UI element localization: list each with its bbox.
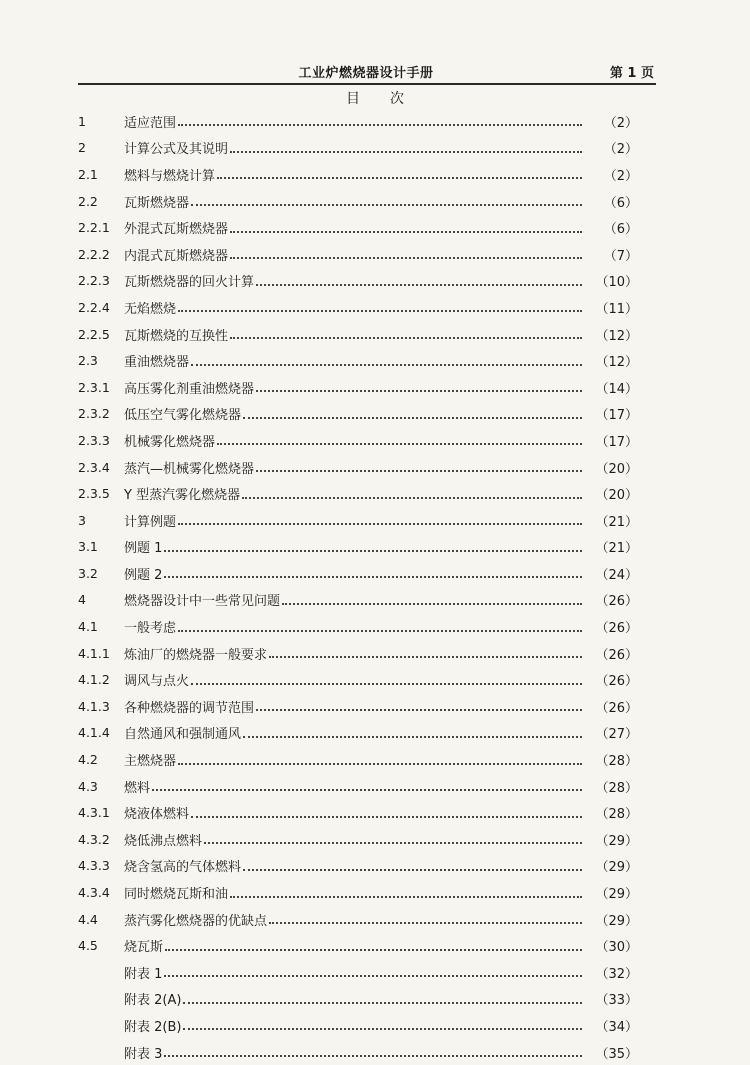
- toc-entry[interactable]: [78, 507, 638, 534]
- toc-entry-title: 计算例题: [124, 514, 177, 530]
- dot-leader: [256, 709, 582, 711]
- toc-entry-page: （20）: [595, 461, 638, 477]
- toc-entry[interactable]: [78, 773, 638, 800]
- toc-entry-page: （26）: [595, 674, 638, 690]
- dot-leader: [178, 523, 582, 525]
- dot-leader: [164, 576, 582, 578]
- toc-entry-title: 例题 1: [124, 541, 163, 557]
- toc-entry-page: （2）: [603, 142, 638, 158]
- toc-entry-page: （7）: [603, 248, 638, 264]
- toc-entry-title: 机械雾化燃烧器: [124, 434, 216, 450]
- toc-entry-title: 计算公式及其说明: [124, 142, 229, 158]
- toc-entry-title-wrap: [124, 378, 588, 397]
- toc-entry[interactable]: [78, 374, 638, 401]
- toc-entry-number: 2.3.2: [78, 406, 110, 422]
- page-header: [78, 62, 654, 82]
- toc-entry-title: 瓦斯燃烧器的回火计算: [124, 275, 255, 291]
- toc-entry-number: 4: [78, 592, 86, 608]
- toc-entry-page: （17）: [595, 434, 638, 450]
- toc-entry[interactable]: [78, 693, 638, 720]
- toc-entry-number: 4.2: [78, 752, 98, 768]
- toc-entry[interactable]: [78, 135, 638, 162]
- toc-entry-number: 4.1: [78, 619, 98, 635]
- toc-entry-title-wrap: [124, 963, 588, 982]
- toc-entry-title: 蒸汽—机械雾化燃烧器: [124, 461, 255, 477]
- toc-entry-page: （11）: [595, 301, 638, 317]
- toc-entry[interactable]: [78, 427, 638, 454]
- toc-entry[interactable]: [78, 347, 638, 374]
- toc-entry-title: 炼油厂的燃烧器一般要求: [124, 647, 268, 663]
- toc-entry-number: 2.3: [78, 353, 98, 369]
- toc-entry[interactable]: [78, 720, 638, 747]
- toc-entry-number: 2.2.4: [78, 299, 110, 315]
- toc-entry-page: （28）: [595, 807, 638, 823]
- toc-entry-title: 附表 1: [124, 966, 163, 982]
- toc-entry[interactable]: [78, 826, 638, 853]
- toc-entry-title: 附表 2(B): [124, 1019, 182, 1035]
- toc-entry[interactable]: [78, 932, 638, 959]
- toc-entry-number: 4.1.1: [78, 645, 110, 661]
- dot-leader: [256, 390, 582, 392]
- toc-entry-title-wrap: [124, 271, 588, 290]
- dot-leader: [243, 417, 582, 419]
- toc-entry-title-wrap: [124, 218, 588, 237]
- toc-entry-page: （2）: [603, 168, 638, 184]
- toc-entry-title-wrap: [124, 1016, 588, 1035]
- toc-entry-title-wrap: [124, 1043, 588, 1062]
- dot-leader: [269, 922, 582, 924]
- toc-entry[interactable]: [78, 268, 638, 295]
- toc-entry-number: 2.3.1: [78, 379, 110, 395]
- toc-entry[interactable]: [78, 986, 638, 1013]
- toc-entry-title: 无焰燃烧: [124, 301, 177, 317]
- toc-entry-number: 4.3.3: [78, 858, 110, 874]
- toc-entry-page: （17）: [595, 408, 638, 424]
- toc-entry[interactable]: [78, 906, 638, 933]
- toc-entry-title-wrap: [124, 351, 588, 370]
- toc-entry-number: 4.1.2: [78, 672, 110, 688]
- book-title: 工业炉燃烧器设计手册: [298, 66, 434, 81]
- toc-entry-page: （26）: [595, 647, 638, 663]
- toc-entry[interactable]: [78, 294, 638, 321]
- toc-entry[interactable]: [78, 560, 638, 587]
- dot-leader: [183, 1028, 582, 1030]
- dot-leader: [191, 364, 582, 366]
- toc-entry[interactable]: [78, 534, 638, 561]
- toc-entry-title: Y 型蒸汽雾化燃烧器: [124, 488, 241, 504]
- toc-entry-page: （24）: [595, 567, 638, 583]
- toc-entry[interactable]: [78, 161, 638, 188]
- toc-entry-number: 2.3.3: [78, 432, 110, 448]
- toc-entry-number: 2.1: [78, 166, 98, 182]
- toc-entry-title-wrap: [124, 750, 588, 769]
- toc-entry-title-wrap: [124, 830, 588, 849]
- dot-leader: [282, 603, 582, 605]
- toc-entry-title-wrap: [124, 803, 588, 822]
- toc-entry-page: （27）: [595, 727, 638, 743]
- dot-leader: [178, 124, 582, 126]
- toc-entry-title-wrap: [124, 670, 588, 689]
- toc-entry-number: 4.3.4: [78, 885, 110, 901]
- toc-entry[interactable]: [78, 879, 638, 906]
- toc-entry-title-wrap: [124, 112, 588, 131]
- dot-leader: [164, 975, 582, 977]
- dot-leader: [191, 816, 582, 818]
- toc-entry-title-wrap: [124, 484, 588, 503]
- toc-entry-page: （35）: [595, 1046, 638, 1062]
- toc-entry-title-wrap: [124, 936, 588, 955]
- toc-entry-title: 烧含氢高的气体燃料: [124, 860, 242, 876]
- dot-leader: [230, 257, 582, 259]
- toc-entry-number: 4.4: [78, 911, 98, 927]
- dot-leader: [230, 896, 582, 898]
- dot-leader: [243, 869, 582, 871]
- toc-entry-page: （28）: [595, 780, 638, 796]
- toc-entry-page: （26）: [595, 594, 638, 610]
- toc-entry-page: （29）: [595, 913, 638, 929]
- toc-entry-title-wrap: [124, 431, 588, 450]
- toc-entry[interactable]: [78, 799, 638, 826]
- toc-entry-page: （21）: [595, 541, 638, 557]
- toc-entry[interactable]: [78, 613, 638, 640]
- toc-entry-number: 3.1: [78, 539, 98, 555]
- toc-entry-number: 2: [78, 140, 86, 156]
- toc-entry[interactable]: [78, 1039, 638, 1065]
- toc-entry-page: （14）: [595, 381, 638, 397]
- toc-entry-number: 2.2.2: [78, 246, 110, 262]
- toc-entry-page: （32）: [595, 966, 638, 982]
- dot-leader: [242, 497, 582, 499]
- toc-entry[interactable]: [78, 188, 638, 215]
- toc-entry-page: （26）: [595, 700, 638, 716]
- dot-leader: [178, 630, 582, 632]
- toc-entry-title-wrap: [124, 856, 588, 875]
- toc-entry-title: 自然通风和强制通风: [124, 727, 242, 743]
- toc-entry-title: 适应范围: [124, 115, 177, 131]
- toc-entry-page: （21）: [595, 514, 638, 530]
- toc-entry-title-wrap: [124, 192, 588, 211]
- toc-entry-title: 燃烧器设计中一些常见问题: [124, 594, 281, 610]
- toc-entry-title: 燃料与燃烧计算: [124, 168, 216, 184]
- toc-entry-number: 4.5: [78, 938, 98, 954]
- toc-entry[interactable]: [78, 321, 638, 348]
- toc-entry-title: 外混式瓦斯燃烧器: [124, 222, 229, 238]
- toc-entry-page: （29）: [595, 860, 638, 876]
- dot-leader: [230, 151, 582, 153]
- toc-entry-title-wrap: [124, 697, 588, 716]
- toc-entry-title: 附表 3: [124, 1046, 163, 1062]
- dot-leader: [217, 443, 582, 445]
- toc-entry-title: 附表 2(A): [124, 993, 182, 1009]
- toc-entry-page: （26）: [595, 621, 638, 637]
- toc-entry-page: （2）: [603, 115, 638, 131]
- toc-entry-number: 4.1.4: [78, 725, 110, 741]
- toc-entry-title-wrap: [124, 458, 588, 477]
- dot-leader: [243, 736, 582, 738]
- toc-entry-page: （29）: [595, 887, 638, 903]
- toc-entry-title: 烧瓦斯: [124, 940, 164, 956]
- toc-entry-title: 同时燃烧瓦斯和油: [124, 887, 229, 903]
- toc-entry-title: 烧液体燃料: [124, 807, 190, 823]
- toc-entry-page: （12）: [595, 328, 638, 344]
- toc-entry-title: 各种燃烧器的调节范围: [124, 700, 255, 716]
- toc-entry[interactable]: [78, 959, 638, 986]
- toc-entry-number: 2.3.5: [78, 486, 110, 502]
- toc-entry-title-wrap: [124, 564, 588, 583]
- toc-entry-title: 燃料: [124, 780, 151, 796]
- toc-entry-title: 重油燃烧器: [124, 355, 190, 371]
- toc-entry-title-wrap: [124, 325, 588, 344]
- toc-entry[interactable]: [78, 1012, 638, 1039]
- toc-entry-title: 高压雾化剂重油燃烧器: [124, 381, 255, 397]
- toc-entry[interactable]: [78, 587, 638, 614]
- toc-entry-title: 瓦斯燃烧器: [124, 195, 190, 211]
- dot-leader: [191, 204, 582, 206]
- toc-entry-title: 调风与点火: [124, 674, 190, 690]
- toc-entry-page: （34）: [595, 1019, 638, 1035]
- toc-entry[interactable]: [78, 241, 638, 268]
- toc-entry[interactable]: [78, 746, 638, 773]
- toc-entry-page: （10）: [595, 275, 638, 291]
- toc-entry[interactable]: [78, 214, 638, 241]
- header-rule: [78, 83, 656, 85]
- toc-entry-title: 烧低沸点燃料: [124, 833, 203, 849]
- toc-entry-page: （30）: [595, 940, 638, 956]
- toc-entry-number: 4.3.2: [78, 831, 110, 847]
- toc-entry-number: 1: [78, 113, 86, 129]
- toc-entry-page: （28）: [595, 754, 638, 770]
- toc-entry-number: 2.3.4: [78, 459, 110, 475]
- toc-entry-number: 3.2: [78, 565, 98, 581]
- toc-entry-number: 4.3: [78, 778, 98, 794]
- toc-entry-title-wrap: [124, 404, 588, 423]
- toc-entry-number: 3: [78, 512, 86, 528]
- toc-entry-title-wrap: [124, 723, 588, 742]
- dot-leader: [164, 1055, 582, 1057]
- toc-entry[interactable]: [78, 666, 638, 693]
- toc-entry[interactable]: [78, 108, 638, 135]
- toc-entry-title-wrap: [124, 910, 588, 929]
- dot-leader: [178, 310, 582, 312]
- toc-entry-title-wrap: [124, 777, 588, 796]
- toc-entry-title-wrap: [124, 883, 588, 902]
- toc-entry-title: 内混式瓦斯燃烧器: [124, 248, 229, 264]
- toc-entry-title: 例题 2: [124, 567, 163, 583]
- toc-entry-page: （29）: [595, 833, 638, 849]
- dot-leader: [183, 1002, 582, 1004]
- toc-entry-title-wrap: [124, 590, 588, 609]
- table-of-contents: [78, 108, 638, 1065]
- dot-leader: [256, 284, 582, 286]
- toc-entry-number: 2.2.3: [78, 273, 110, 289]
- toc-entry-title-wrap: [124, 617, 588, 636]
- toc-entry-page: （6）: [603, 222, 638, 238]
- toc-entry-title: 蒸汽雾化燃烧器的优缺点: [124, 913, 268, 929]
- toc-entry-title-wrap: [124, 537, 588, 556]
- toc-entry[interactable]: [78, 853, 638, 880]
- toc-entry-title: 瓦斯燃烧的互换性: [124, 328, 229, 344]
- toc-entry-number: 4.1.3: [78, 698, 110, 714]
- toc-entry-page: （20）: [595, 488, 638, 504]
- toc-entry-title: 一般考虑: [124, 621, 177, 637]
- toc-entry-title-wrap: [124, 138, 588, 157]
- toc-entry-page: （12）: [595, 355, 638, 371]
- toc-entry-number: 4.3.1: [78, 805, 110, 821]
- toc-entry[interactable]: [78, 401, 638, 428]
- dot-leader: [217, 177, 582, 179]
- dot-leader: [256, 470, 582, 472]
- toc-entry-title-wrap: [124, 165, 588, 184]
- toc-entry-title: 主燃烧器: [124, 754, 177, 770]
- toc-entry-title-wrap: [124, 298, 588, 317]
- dot-leader: [204, 842, 582, 844]
- toc-entry[interactable]: [78, 480, 638, 507]
- toc-entry-page: （33）: [595, 993, 638, 1009]
- dot-leader: [165, 949, 582, 951]
- toc-entry-title-wrap: [124, 511, 588, 530]
- toc-entry-number: 2.2: [78, 193, 98, 209]
- toc-entry-page: （6）: [603, 195, 638, 211]
- toc-entry[interactable]: [78, 640, 638, 667]
- toc-entry-title-wrap: [124, 989, 588, 1008]
- dot-leader: [152, 789, 582, 791]
- toc-entry-title-wrap: [124, 245, 588, 264]
- page-number: 第 1 页: [609, 66, 654, 81]
- toc-entry[interactable]: [78, 454, 638, 481]
- toc-entry-number: 2.2.5: [78, 326, 110, 342]
- dot-leader: [269, 656, 582, 658]
- toc-entry-number: 2.2.1: [78, 220, 110, 236]
- dot-leader: [230, 231, 582, 233]
- toc-title: 目 次: [346, 91, 412, 107]
- dot-leader: [164, 550, 582, 552]
- dot-leader: [191, 683, 582, 685]
- toc-entry-title-wrap: [124, 644, 588, 663]
- toc-entry-title: 低压空气雾化燃烧器: [124, 408, 242, 424]
- dot-leader: [178, 763, 582, 765]
- dot-leader: [230, 337, 582, 339]
